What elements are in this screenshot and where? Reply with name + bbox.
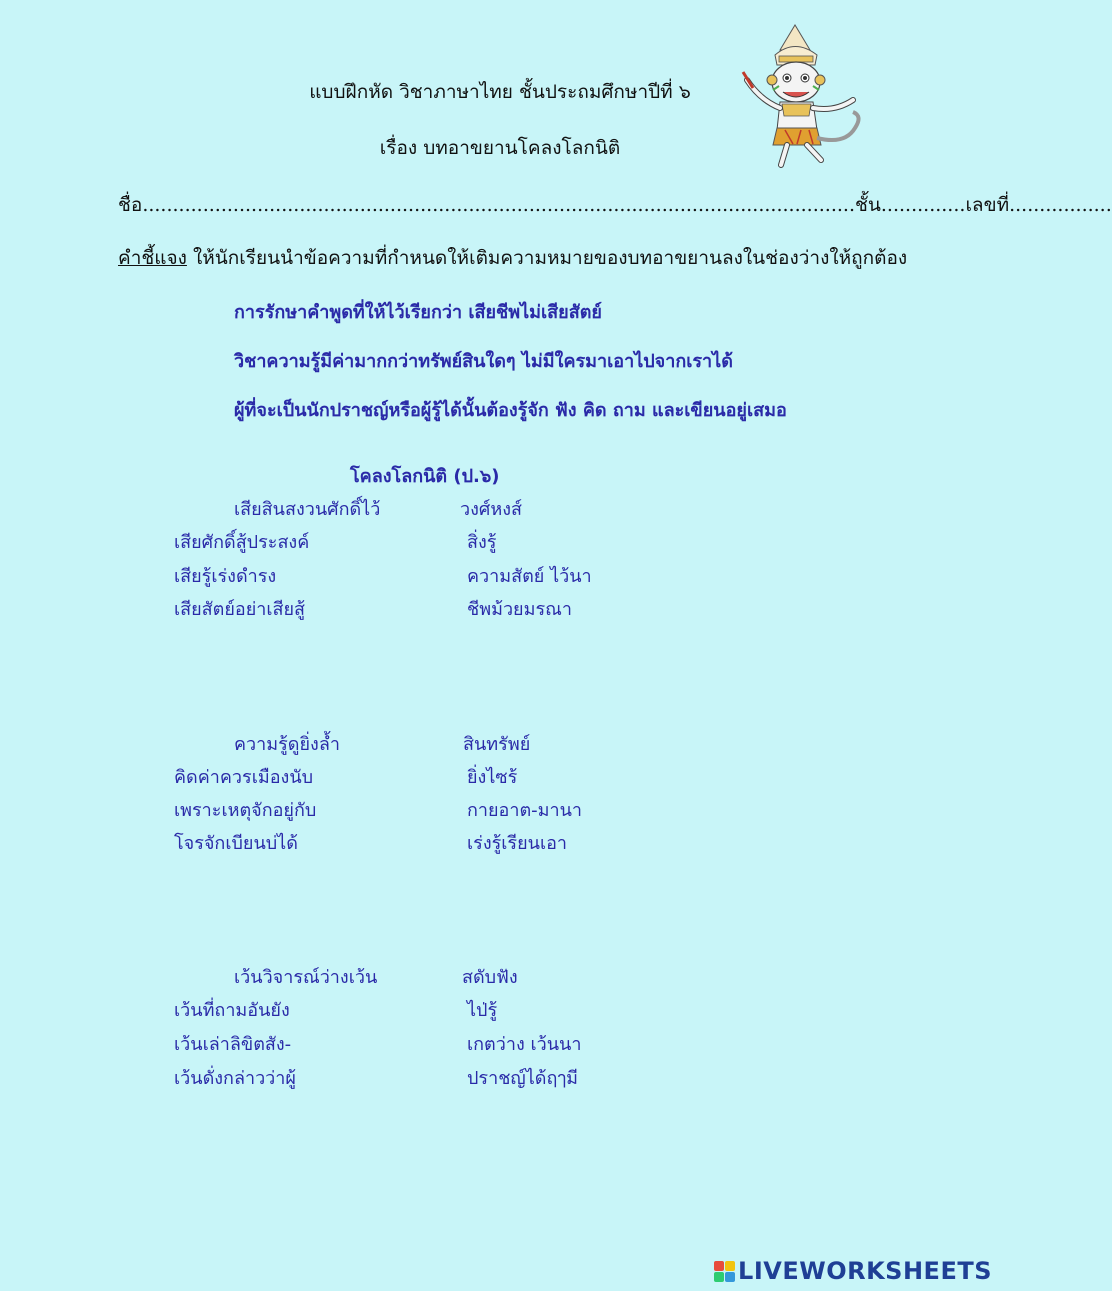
hanuman-illustration (735, 20, 870, 170)
verse-left: เว้นเล่าลิขิตสัง- (174, 1034, 292, 1055)
verse-left: เสียศักดิ์สู้ประสงค์ (174, 532, 310, 553)
answer-option-1[interactable]: การรักษาคำพูดที่ให้ไว้เรียกว่า เสียชีพไม่เสียสัตย์ (234, 302, 602, 323)
number-blank[interactable]: ................. (1009, 194, 1112, 216)
logo-text: LIVEWORKSHEETS (738, 1257, 992, 1285)
poem-title: โคลงโลกนิติ (ป.๖) (350, 466, 500, 487)
instruction-text: ให้นักเรียนนำข้อความที่กำหนดให้เติมความหมายของบทอาขยานลงในช่องว่างให้ถูกต้อง (186, 247, 908, 269)
verse-left: คิดค่าควรเมืองนับ (174, 767, 314, 788)
student-info-row (118, 190, 1112, 220)
verse-right: ไป่รู้ (467, 1000, 498, 1021)
verse-right: ยิ่งไซร้ (467, 767, 518, 788)
logo-box (714, 1261, 724, 1271)
logo-box (725, 1261, 735, 1271)
verse-left: ความรู้ดูยิ่งล้ำ (234, 734, 340, 755)
verse-left: เพราะเหตุจักอยู่กับ (174, 800, 317, 821)
logo-box (725, 1272, 735, 1282)
name-blank[interactable]: ...................................................................................................................... (142, 194, 855, 216)
class-blank[interactable]: .............. (880, 194, 966, 216)
verse-right: สินทรัพย์ (463, 734, 531, 755)
verse-right: ชีพม้วยมรณา (467, 599, 572, 620)
verse-left: โจรจักเบียนบ่ได้ (174, 833, 298, 854)
verse-right: วงศ์หงส์ (460, 499, 522, 520)
verse-right: เกตว่าง เว้นนา (467, 1034, 582, 1055)
worksheet-title: แบบฝึกหัด วิชาภาษาไทย ชั้นประถมศึกษาปีที่ ๖ (309, 81, 691, 103)
number-label: เลขที่ (965, 194, 1010, 216)
verse-left: เสียรู้เร่งดำรง (174, 566, 277, 587)
answer-option-2[interactable]: วิชาความรู้มีค่ามากกว่าทรัพย์สินใดๆ ไม่มีใครมาเอาไปจากเราได้ (234, 351, 733, 372)
verse-left: เว้นวิจารณ์ว่างเว้น (234, 967, 378, 988)
verse-right: ความสัตย์ ไว้นา (467, 566, 592, 587)
verse-right: สิ่งรู้ (467, 532, 497, 553)
logo-box (714, 1272, 724, 1282)
name-label: ชื่อ (118, 194, 143, 216)
liveworksheets-logo[interactable] (714, 1257, 992, 1285)
instruction (118, 243, 907, 273)
verse-right: กายอาต-มานา (467, 800, 583, 821)
verse-right: ปราชญ์ได้ฤๅมี (467, 1068, 579, 1089)
class-label: ชั้น (854, 194, 881, 216)
verse-left: เว้นดั่งกล่าวว่าผู้ (174, 1068, 296, 1089)
instruction-label: คำชี้แจง (118, 247, 187, 269)
verse-left: เสียสินสงวนศักดิ์ไว้ (234, 499, 381, 520)
verse-right: เร่งรู้เรียนเอา (467, 833, 568, 854)
logo-icon (714, 1261, 735, 1282)
worksheet-subtitle: เรื่อง บทอาขยานโคลงโลกนิติ (379, 137, 621, 159)
verse-left: เสียสัตย์อย่าเสียสู้ (174, 599, 306, 620)
verse-left: เว้นที่ถามอันยัง (174, 1000, 290, 1021)
verse-right: สดับฟัง (462, 967, 518, 988)
answer-option-3[interactable]: ผู้ที่จะเป็นนักปราชญ์หรือผู้รู้ได้นั้นต้องรู้จัก ฟัง คิด ถาม และเขียนอยู่เสมอ (234, 400, 787, 421)
